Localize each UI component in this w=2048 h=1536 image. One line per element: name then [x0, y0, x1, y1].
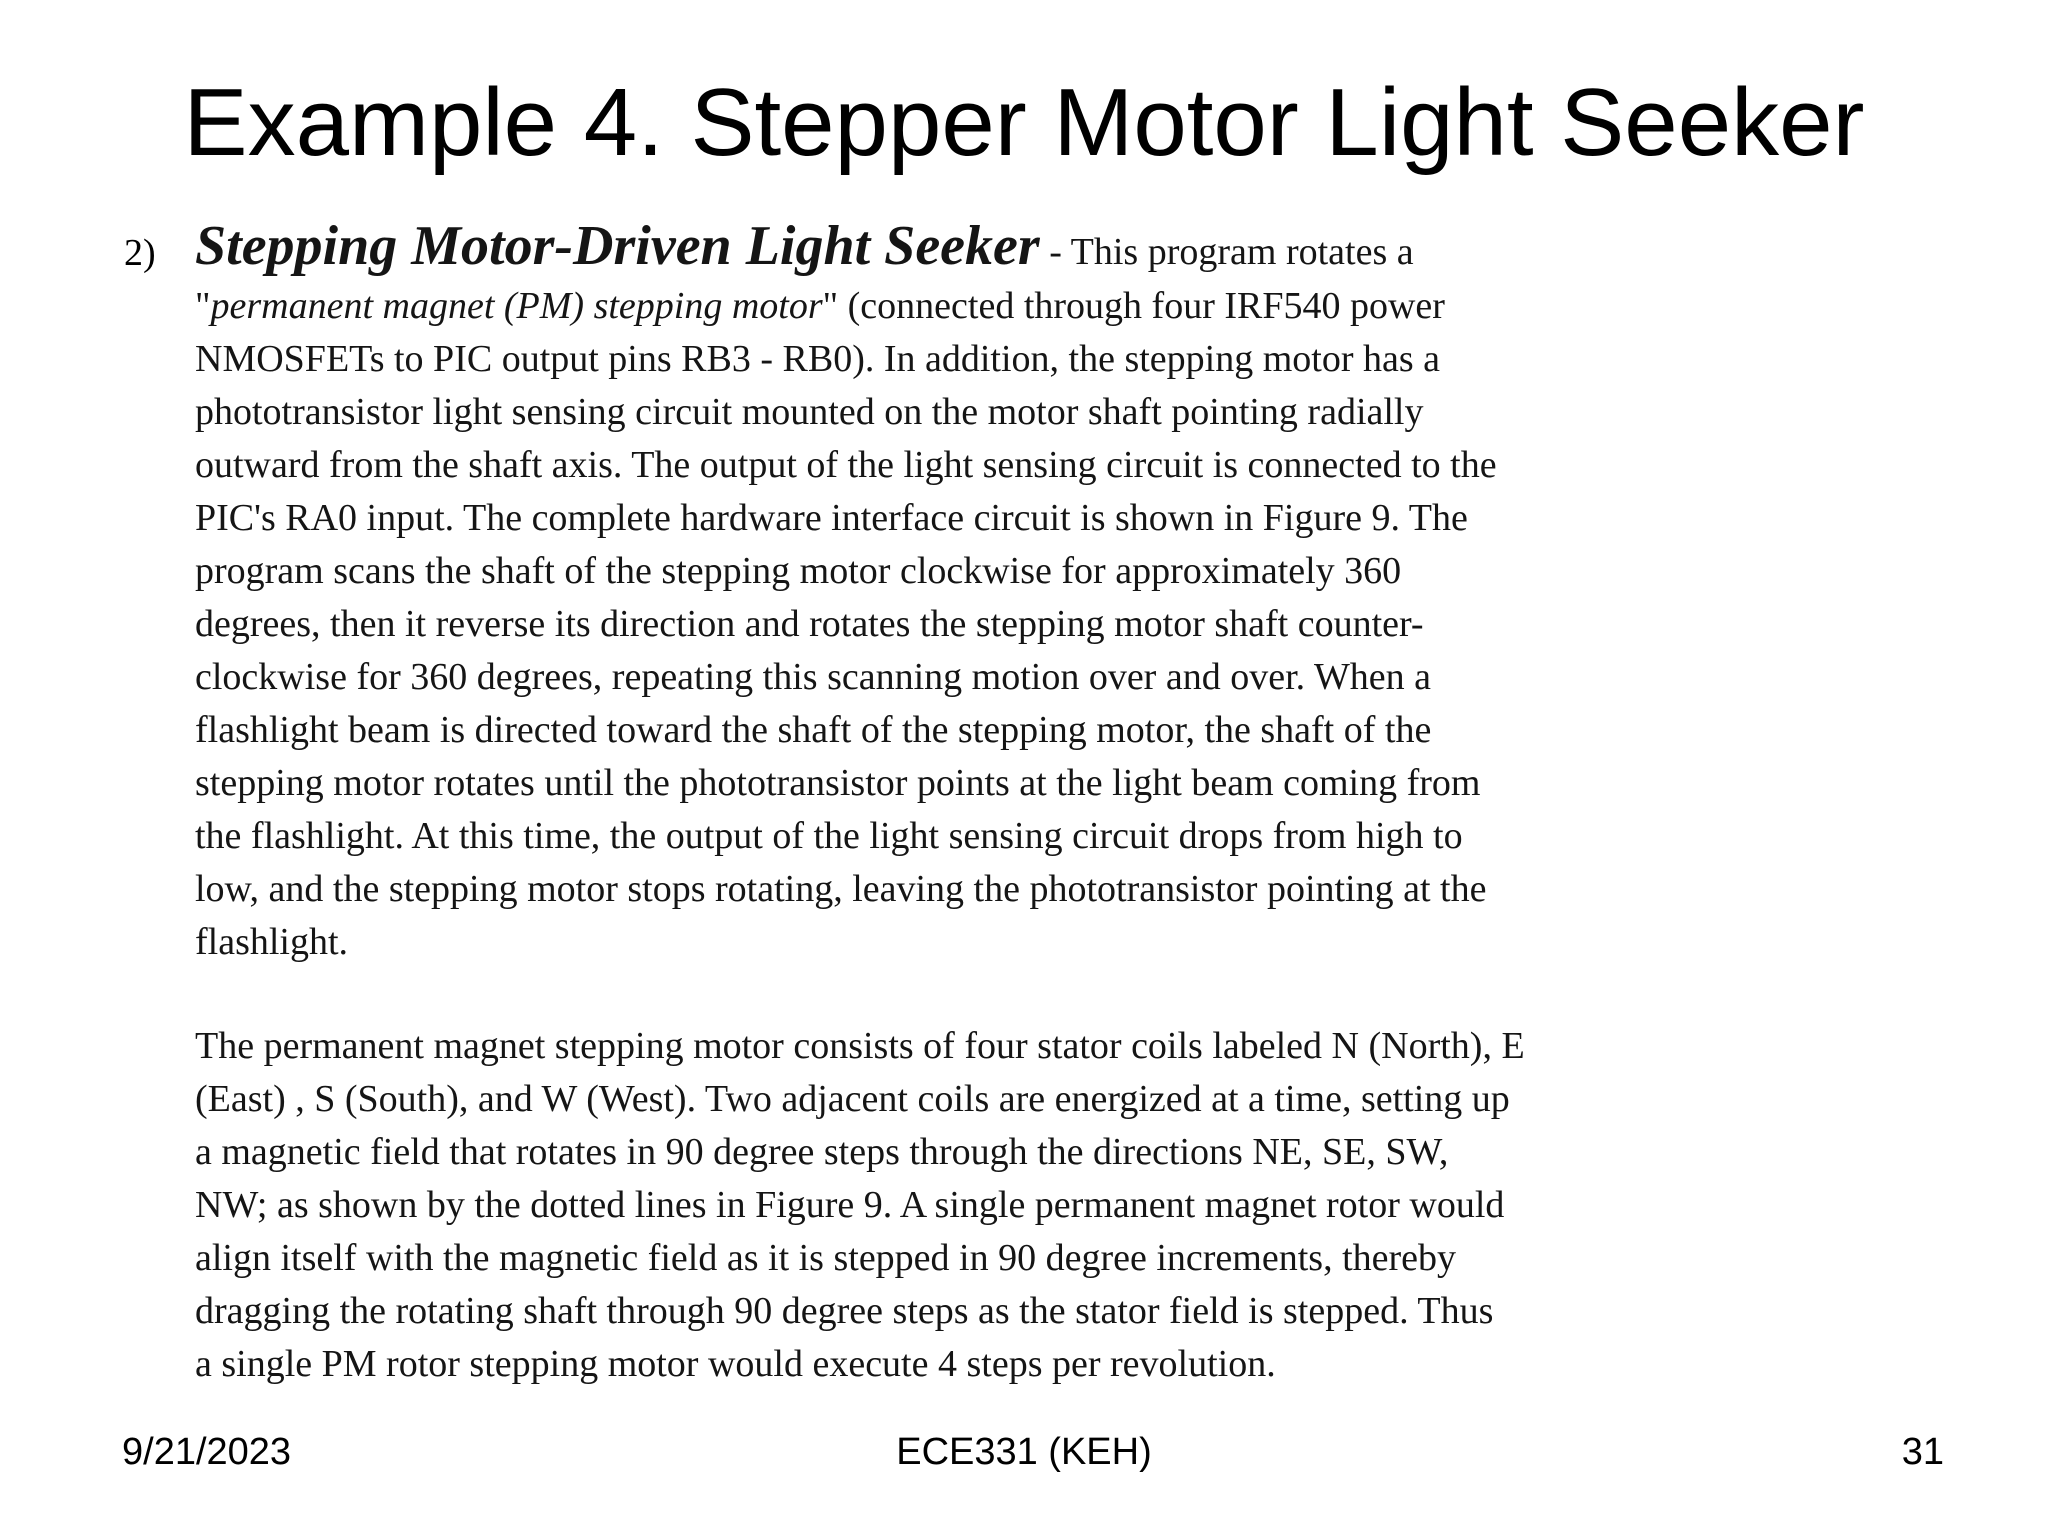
text-line: flashlight beam is directed toward the shaft of the stepping motor, the shaft of the — [195, 709, 1432, 751]
text-line: low, and the stepping motor stops rotating, leaving the phototransistor pointing at the — [195, 868, 1487, 910]
text-line: NMOSFETs to PIC output pins RB3 - RB0). In addition, the stepping motor has a — [195, 338, 1441, 380]
italic-term: permanent magnet (PM) stepping motor — [210, 285, 823, 327]
heading-line — [195, 216, 1835, 280]
quote-open: " — [195, 285, 211, 327]
heading-tail-text: - This program rotates a — [1039, 231, 1414, 273]
text-line: a magnetic field that rotates in 90 degree steps through the directions NE, SE, SW, — [195, 1131, 1449, 1173]
text-line: the flashlight. At this time, the output of the light sensing circuit drops from high to — [195, 815, 1463, 857]
footer-page-number: 31 — [1901, 1431, 1944, 1473]
paragraph-description — [195, 216, 1835, 969]
text-line: clockwise for 360 degrees, repeating this scanning motion over and over. When a — [195, 656, 1432, 698]
section-heading: Stepping Motor-Driven Light Seeker — [195, 215, 1040, 277]
paragraph-stepper-explanation — [195, 1020, 1835, 1391]
text-line — [195, 280, 1835, 333]
text-line: NW; as shown by the dotted lines in Figure 9. A single permanent magnet rotor would — [195, 1184, 1505, 1226]
text-line: outward from the shaft axis. The output of the light sensing circuit is connected to the — [195, 444, 1497, 486]
text-line: flashlight. — [195, 921, 349, 963]
text-line: program scans the shaft of the stepping motor clockwise for approximately 360 — [195, 550, 1402, 592]
footer-course: ECE331 (KEH) — [896, 1431, 1152, 1473]
list-item-number: 2) — [124, 232, 156, 274]
text-line: degrees, then it reverse its direction and rotates the stepping motor shaft counter- — [195, 603, 1424, 645]
text-line: phototransistor light sensing circuit mounted on the motor shaft pointing radially — [195, 391, 1424, 433]
text-line: a single PM rotor stepping motor would execute 4 steps per revolution. — [195, 1343, 1276, 1385]
text-line-rest: " (connected through four IRF540 power — [822, 285, 1445, 327]
text-line: (East) , S (South), and W (West). Two adjacent coils are energized at a time, setting up — [195, 1078, 1510, 1120]
text-line: stepping motor rotates until the phototransistor points at the light beam coming from — [195, 762, 1481, 804]
text-line: align itself with the magnetic field as it is stepped in 90 degree increments, thereby — [195, 1237, 1457, 1279]
footer-date: 9/21/2023 — [122, 1431, 292, 1473]
text-line: dragging the rotating shaft through 90 degree steps as the stator field is stepped. Thus — [195, 1290, 1494, 1332]
text-line: PIC's RA0 input. The complete hardware interface circuit is shown in Figure 9. The — [195, 497, 1468, 539]
text-line: The permanent magnet stepping motor consists of four stator coils labeled N (North), E — [195, 1025, 1525, 1067]
slide-title: Example 4. Stepper Motor Light Seeker — [183, 69, 1865, 176]
